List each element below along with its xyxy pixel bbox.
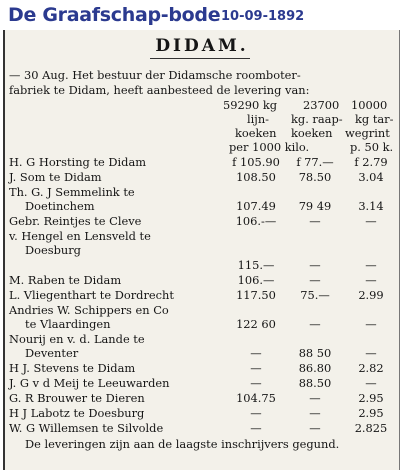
bidder-name: L. Vliegenthart te Dordrecht [9, 288, 174, 302]
bid-value: — [365, 317, 377, 331]
col-header: 59290 kg [223, 98, 278, 112]
bid-value: 122 60 [236, 317, 276, 331]
bid-value: — [250, 376, 262, 390]
bid-value: — [309, 391, 321, 405]
col-header: kg. raap- [291, 112, 343, 126]
bid-value: — [250, 421, 262, 435]
bidder-name: Nourij en v. d. Lande te [9, 332, 145, 346]
bidder-name-cont: te Vlaardingen [25, 317, 111, 331]
col-header: p. 50 k. [350, 140, 394, 154]
bidder-name: M. Raben te Didam [9, 273, 122, 287]
bid-value: — [309, 273, 321, 287]
bid-value: 106.-— [235, 214, 277, 228]
bid-value: — [309, 258, 321, 272]
publication-date: 10-09-1892 [221, 9, 305, 24]
bid-value: 2.825 [354, 421, 388, 435]
intro-line: — 30 Aug. Het bestuur der Didamsche roomboter- [9, 68, 301, 82]
bidder-name-cont: Deventer [25, 346, 79, 360]
bid-value: f 77.— [296, 155, 334, 169]
bidder-name-cont: Doesburg [25, 243, 81, 257]
newspaper-title: De Graafschap-bode [8, 4, 221, 26]
article-footer: De leveringen zijn aan de laagste inschrijvers gegund. [25, 437, 340, 451]
bid-value: — [250, 361, 262, 375]
bid-value: — [309, 214, 321, 228]
bid-value: — [365, 273, 377, 287]
bidder-name-cont: Doetinchem [25, 199, 95, 213]
bid-value: — [365, 346, 377, 360]
bidder-name: v. Hengel en Lensveld te [9, 229, 151, 243]
bidder-name: Th. G. J Semmelink te [9, 185, 135, 199]
bid-value: — [309, 317, 321, 331]
bid-value: 79 49 [298, 199, 332, 213]
bid-value: — [250, 346, 262, 360]
article-title: DIDAM. [155, 36, 249, 56]
bid-value: 2.99 [358, 288, 384, 302]
title-rule [150, 58, 250, 59]
bid-value: 104.75 [236, 391, 276, 405]
article-clipping [3, 30, 400, 470]
bidder-name: Andries W. Schippers en Co [9, 303, 169, 317]
bid-value: — [365, 258, 377, 272]
bid-value: 107.49 [236, 199, 276, 213]
bid-value: 115.— [237, 258, 275, 272]
bid-value: 117.50 [236, 288, 276, 302]
bidder-name: W. G Willemsen te Silvolde [9, 421, 164, 435]
col-header: 23700 [303, 98, 340, 112]
bid-value: 78.50 [298, 170, 332, 184]
bid-value: 3.04 [358, 170, 384, 184]
bid-value: — [309, 421, 321, 435]
bidder-name: G. R Brouwer te Dieren [9, 391, 145, 405]
bidder-name: Gebr. Reintjes te Cleve [9, 214, 142, 228]
bid-value: 2.82 [358, 361, 384, 375]
bidder-name: H. G Horsting te Didam [9, 155, 147, 169]
col-header: kg tar- [355, 112, 394, 126]
newspaper-header [8, 4, 392, 28]
col-header: 10000 [351, 98, 388, 112]
bid-value: 3.14 [358, 199, 384, 213]
bid-value: 106.— [237, 273, 275, 287]
bidder-name: J. G v d Meij te Leeuwarden [9, 376, 170, 390]
bid-value: 2.95 [358, 391, 384, 405]
bid-value: — [250, 406, 262, 420]
bid-value: 88.50 [298, 376, 332, 390]
col-header: per 1000 kilo. [229, 140, 310, 154]
bid-value: — [365, 376, 377, 390]
bid-value: 2.95 [358, 406, 384, 420]
col-header: wegrint [345, 126, 390, 140]
bidder-name: J. Som te Didam [9, 170, 102, 184]
bid-value: f 105.90 [232, 155, 280, 169]
col-header: koeken [291, 126, 333, 140]
bid-value: 88 50 [298, 346, 332, 360]
col-header: lijn- [247, 112, 270, 126]
intro-line: fabriek te Didam, heeft aanbesteed de levering van: [9, 83, 310, 97]
bid-value: — [365, 214, 377, 228]
bid-value: 86.80 [298, 361, 332, 375]
bid-value: — [309, 406, 321, 420]
bid-value: f 2.79 [354, 155, 388, 169]
col-header: koeken [235, 126, 277, 140]
bid-value: 108.50 [236, 170, 276, 184]
bidder-name: H J. Stevens te Didam [9, 361, 136, 375]
bidder-name: H J Labotz te Doesburg [9, 406, 145, 420]
bid-value: 75.— [300, 288, 330, 302]
